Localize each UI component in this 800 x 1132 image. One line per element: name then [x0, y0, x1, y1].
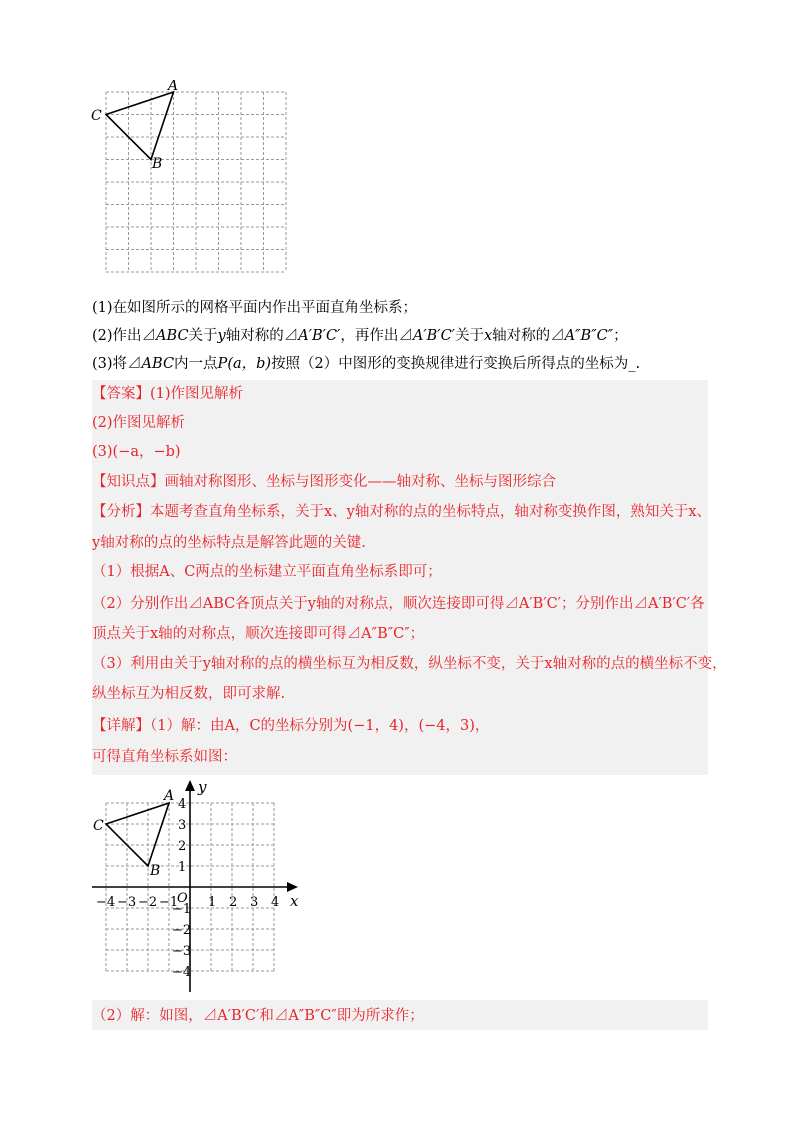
triangle-symbol: ⊿	[283, 328, 299, 344]
question-3	[92, 354, 640, 374]
detail-line-2: 可得直角坐标系如图：	[92, 749, 237, 765]
analysis-line-6: （3）利用由关于y轴对称的点的横坐标互为相反数，纵坐标不变，关于x轴对称的点的横坐标不变，	[92, 656, 727, 672]
q2-text: 关于	[188, 328, 218, 344]
triangle-symbol: ⊿	[127, 356, 142, 372]
x-tick-label: −4	[96, 895, 116, 910]
q2-triangle: ABC	[156, 328, 189, 344]
question-2	[92, 326, 628, 346]
y-tick-label: −2	[172, 923, 192, 938]
knowledge-tag: 【知识点】	[92, 474, 165, 490]
q3-triangle: ABC	[141, 356, 175, 372]
q2-axis: y	[217, 328, 226, 344]
y-tick-label: 4	[178, 797, 187, 812]
x-tick-label: 4	[271, 895, 280, 910]
x-tick-label: −3	[117, 895, 137, 910]
figure-2-coordinate-system	[92, 776, 300, 992]
q2-triangle: A′B′C′	[412, 328, 455, 344]
y-tick-label: 2	[178, 839, 187, 854]
q2-axis: x	[483, 328, 493, 344]
q3-text: (3)将	[92, 356, 128, 372]
y-axis-label: y	[198, 778, 207, 796]
analysis-line-4: （2）分别作出⊿ABC各顶点关于y轴的对称点，顺次连接即可得⊿A′B′C′；分别作出⊿A′B′C′各	[92, 596, 705, 612]
vertex-a-label: A	[164, 788, 175, 804]
analysis-tag: 【分析】	[92, 504, 150, 520]
detail-text: （1）解：由A，C的坐标分别为(−1，4)，(−4，3)，	[150, 718, 490, 734]
q2-text: 关于	[454, 328, 484, 344]
analysis-line-2: y轴对称的点的坐标特点是解答此题的关键.	[92, 535, 366, 551]
triangle-symbol: ⊿	[550, 328, 565, 344]
vertex-c-label: C	[93, 818, 104, 834]
origin-label: O	[177, 891, 188, 906]
y-tick-label: −3	[172, 944, 192, 959]
triangle-abc	[106, 92, 174, 160]
q3-point: P	[217, 356, 228, 372]
detail-line-1	[92, 716, 489, 736]
vertex-b-label: B	[150, 863, 161, 879]
q2-triangle: A′B′C′	[298, 328, 341, 344]
analysis-line-1	[92, 502, 711, 522]
detail-tag: 【详解】	[92, 718, 150, 734]
q3-text: 内一点	[174, 356, 218, 372]
vertex-c-label: C	[91, 108, 102, 124]
figure-1-grid	[90, 80, 300, 280]
q3-coords: (a，b)	[227, 356, 272, 372]
q2-text: ；	[613, 328, 628, 344]
triangle-symbol: ⊿	[398, 328, 413, 344]
analysis-text: 本题考查直角坐标系，关于x、y轴对称的点的坐标特点，轴对称变换作图，熟知关于x、	[150, 504, 712, 520]
q2-triangle: A″B″C″	[564, 328, 614, 344]
knowledge-text: 画轴对称图形、坐标与图形变化——轴对称、坐标与图形综合	[164, 474, 556, 490]
x-tick-label: 3	[250, 895, 259, 910]
x-tick-label: −1	[159, 895, 179, 910]
answer-line-1	[92, 384, 243, 404]
x-tick-label: 2	[229, 895, 238, 910]
analysis-line-3: （1）根据A、C两点的坐标建立平面直角坐标系即可；	[92, 564, 442, 580]
answer-line-3: (3)(−a，−b)	[92, 444, 181, 460]
x-tick-label: 1	[208, 895, 217, 910]
answer-tag: 【答案】	[92, 386, 150, 402]
q2-text: (2)作出	[92, 328, 142, 344]
y-tick-label: 3	[178, 818, 187, 833]
y-tick-label: −4	[172, 965, 192, 980]
knowledge-line	[92, 472, 556, 492]
x-tick-label: −2	[138, 895, 158, 910]
analysis-line-5: 顶点关于x轴的对称点，顺次连接即可得⊿A″B″C″；	[92, 626, 425, 642]
y-tick-label: 1	[178, 860, 187, 875]
vertex-a-label: A	[168, 80, 179, 94]
x-axis-label: x	[290, 892, 299, 910]
y-tick-label: −1	[172, 902, 192, 917]
q2-text: 轴对称的	[492, 328, 551, 344]
detail-line-3: （2）解：如图，⊿A′B′C′和⊿A″B″C″即为所求作；	[92, 1008, 424, 1024]
question-1: (1)在如图所示的网格平面内作出平面直角坐标系；	[92, 300, 418, 316]
triangle-symbol: ⊿	[141, 328, 157, 344]
answer-1: (1)作图见解析	[150, 386, 244, 402]
q2-text: 轴对称的	[225, 328, 284, 344]
answer-line-2: (2)作图见解析	[92, 415, 186, 431]
vertex-b-label: B	[152, 156, 163, 172]
q3-text: 按照（2）中图形的变换规律进行变换后所得点的坐标为_.	[271, 356, 641, 372]
analysis-line-7: 纵坐标互为相反数，即可求解.	[92, 686, 286, 702]
q2-text: ，再作出	[340, 328, 399, 344]
